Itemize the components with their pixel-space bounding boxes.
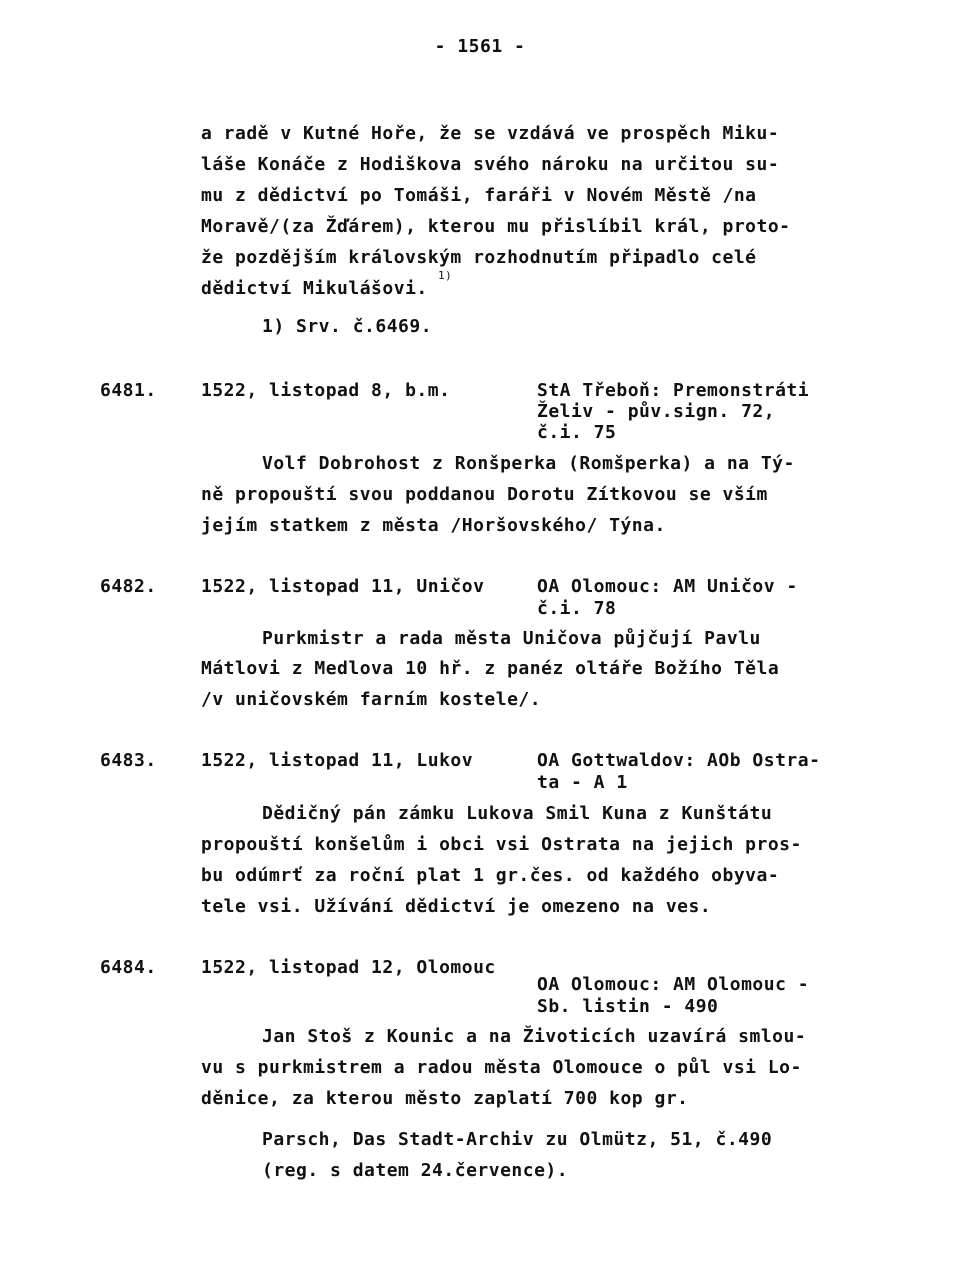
- entry-source: č.i. 75: [537, 422, 617, 443]
- entry-text: /v uničovském farním kostele/.: [201, 689, 542, 710]
- entry-number: 6481.: [100, 380, 157, 401]
- entry-source: OA Gottwaldov: AOb Ostra-: [537, 750, 821, 771]
- footnote-mark: 1): [438, 269, 453, 282]
- entry-source: OA Olomouc: AM Olomouc -: [537, 974, 810, 995]
- entry-date: 1522, listopad 11, Lukov: [201, 750, 474, 771]
- entry-date: 1522, listopad 11, Uničov: [201, 576, 485, 597]
- footnote: 1) Srv. č.6469.: [262, 316, 433, 337]
- entry-source: č.i. 78: [537, 598, 617, 619]
- page-number: - 1561 -: [434, 36, 526, 57]
- entry-date: 1522, listopad 8, b.m.: [201, 380, 451, 401]
- entry-note: (reg. s datem 24.července).: [262, 1160, 569, 1181]
- entry-text: tele vsi. Užívání dědictví je omezeno na ves.: [201, 896, 712, 917]
- entry-text: Mátlovi z Medlova 10 hř. z panéz oltáře Božího Těla: [201, 658, 780, 679]
- entry-text: vu s purkmistrem a radou města Olomouce o půl vsi Lo-: [201, 1057, 802, 1078]
- entry-text: Dědičný pán zámku Lukova Smil Kuna z Kunštátu: [262, 803, 773, 824]
- intro-line: že pozdějším královským rozhodnutím připadlo celé: [201, 247, 757, 268]
- entry-source: ta - A 1: [537, 772, 628, 793]
- entry-text: propouští konšelům i obci vsi Ostrata na jejich pros-: [201, 834, 802, 855]
- entry-text: Jan Stoš z Kounic a na Životicích uzavírá smlou-: [262, 1026, 807, 1047]
- entry-source: Želiv - pův.sign. 72,: [537, 401, 776, 422]
- intro-line: a radě v Kutné Hoře, že se vzdává ve prospěch Miku-: [201, 123, 780, 144]
- entry-source: StA Třeboň: Premonstráti: [537, 380, 810, 401]
- intro-line: mu z dědictví po Tomáši, faráři v Novém Městě /na: [201, 185, 757, 206]
- entry-note: Parsch, Das Stadt-Archiv zu Olmütz, 51, č.490: [262, 1129, 773, 1150]
- entry-text: děnice, za kterou město zaplatí 700 kop gr.: [201, 1088, 689, 1109]
- intro-line: láše Konáče z Hodiškova svého nároku na určitou su-: [201, 154, 780, 175]
- entry-number: 6482.: [100, 576, 157, 597]
- entry-number: 6484.: [100, 957, 157, 978]
- entry-source: Sb. listin - 490: [537, 996, 719, 1017]
- entry-text: Purkmistr a rada města Uničova půjčují Pavlu: [262, 628, 761, 649]
- entry-source: OA Olomouc: AM Uničov -: [537, 576, 798, 597]
- entry-number: 6483.: [100, 750, 157, 771]
- entry-text: bu odúmrť za roční plat 1 gr.čes. od každého obyva-: [201, 865, 780, 886]
- intro-line: dědictví Mikulášovi.: [201, 278, 428, 299]
- entry-text: jejím statkem z města /Horšovského/ Týna.: [201, 515, 666, 536]
- entry-text: Volf Dobrohost z Ronšperka (Romšperka) a na Tý-: [262, 453, 795, 474]
- entry-date: 1522, listopad 12, Olomouc: [201, 957, 496, 978]
- entry-text: ně propouští svou poddanou Dorotu Zítkovou se vším: [201, 484, 768, 505]
- intro-line: Moravě/(za Žďárem), kterou mu přislíbil král, proto-: [201, 216, 791, 237]
